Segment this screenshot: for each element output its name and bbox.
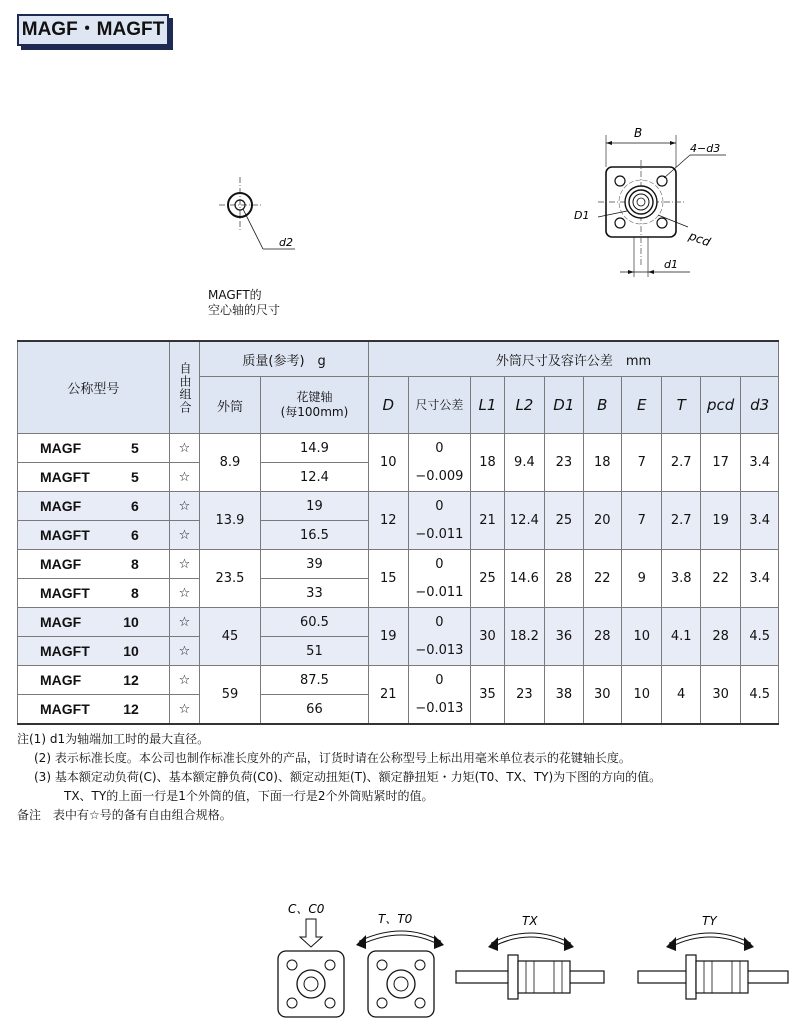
dim-pcd: 19 — [700, 492, 740, 550]
dim-L1: 18 — [471, 434, 504, 492]
dim-L2: 12.4 — [504, 492, 544, 550]
dim-D: 12 — [369, 492, 408, 550]
mass-shaft: 12.4 — [260, 463, 368, 492]
flange-diagram — [570, 115, 730, 290]
model-series: MAGFT — [40, 527, 90, 543]
dim-E: 7 — [622, 492, 662, 550]
dim-L1: 35 — [471, 666, 504, 725]
header-E: E — [622, 377, 662, 434]
mass-shaft: 14.9 — [260, 434, 368, 463]
dim-D: 15 — [369, 550, 408, 608]
model-series: MAGFT — [40, 701, 90, 717]
dim-T: 4 — [662, 666, 700, 725]
table-row — [18, 666, 779, 695]
model-size: 8 — [130, 585, 139, 601]
model-series: MAGFT — [40, 643, 90, 659]
dim-L1: 30 — [471, 608, 504, 666]
dim-T: 2.7 — [662, 492, 700, 550]
dim-D: 19 — [369, 608, 408, 666]
dim-L2: 14.6 — [504, 550, 544, 608]
note-3-text: 基本额定动负荷(C)、基本额定静负荷(C0)、额定动扭矩(T)、额定静扭矩・力矩(T0、TX、TY)为下图的方向的值。 — [54, 770, 662, 784]
mass-shaft: 19 — [260, 492, 368, 521]
model-name — [18, 637, 170, 666]
dim-pcd: 17 — [700, 434, 740, 492]
note-3b: TX、TY的上面一行是1个外筒的值，下面一行是2个外筒贴紧时的值。 — [64, 789, 434, 803]
table-row — [18, 434, 779, 463]
dim-D: 10 — [369, 434, 408, 492]
mass-outer: 13.9 — [200, 492, 261, 550]
pcd-label: pcd — [686, 228, 713, 250]
dim-d3: 4.5 — [741, 666, 779, 725]
dim-d3: 3.4 — [741, 492, 779, 550]
free-combo-star: ☆ — [169, 695, 199, 725]
dim-E: 9 — [622, 550, 662, 608]
dim-E: 10 — [622, 608, 662, 666]
note-1-text: d1为轴端加工时的最大直径。 — [49, 732, 210, 746]
tolerance-upper: 0 — [435, 556, 444, 572]
header-outer-dimensions: 外筒尺寸及容许公差 mm — [369, 341, 779, 377]
dim-L1: 25 — [471, 550, 504, 608]
header-L1: L1 — [471, 377, 504, 434]
c-label: C、C0 — [288, 902, 325, 916]
header-D1: D1 — [545, 377, 583, 434]
dim-pcd: 30 — [700, 666, 740, 725]
free-combo-star: ☆ — [169, 550, 199, 579]
mass-outer: 8.9 — [200, 434, 261, 492]
model-series: MAGF — [40, 672, 82, 688]
dim-D1: 25 — [545, 492, 583, 550]
tolerance-upper: 0 — [435, 614, 444, 630]
note-3-prefix: (3) — [34, 770, 51, 784]
free-combo-star: ☆ — [169, 434, 199, 463]
note-2 — [17, 749, 661, 768]
caption-line-2: 空心轴的尺寸 — [208, 303, 281, 317]
note-2-prefix: (2) — [34, 751, 51, 765]
dim-T: 3.8 — [662, 550, 700, 608]
header-d3: d3 — [741, 377, 779, 434]
header-mass-shaft-line1: 花键轴 — [296, 390, 333, 404]
dim-D1: 38 — [545, 666, 583, 725]
header-mass-shaft — [260, 377, 368, 434]
model-size: 5 — [130, 440, 139, 456]
model-name — [18, 695, 170, 725]
free-combo-star: ☆ — [169, 463, 199, 492]
mass-outer: 45 — [200, 608, 261, 666]
model-size: 5 — [130, 469, 139, 485]
mass-shaft: 66 — [260, 695, 368, 725]
model-size: 6 — [130, 527, 139, 543]
dim-D1: 23 — [545, 434, 583, 492]
dim-B: 28 — [583, 608, 621, 666]
model-series: MAGF — [40, 556, 82, 572]
ty-label: TY — [702, 914, 717, 928]
model-name — [18, 463, 170, 492]
model-series: MAGF — [40, 498, 82, 514]
mass-shaft: 60.5 — [260, 608, 368, 637]
dim-tolerance — [408, 434, 471, 492]
load-direction-diagrams — [260, 895, 800, 1025]
dim-B: 30 — [583, 666, 621, 725]
model-name — [18, 579, 170, 608]
d2-label: d2 — [279, 236, 293, 249]
dim-D1: 28 — [545, 550, 583, 608]
model-series: MAGFT — [40, 585, 90, 601]
dim-tolerance — [408, 666, 471, 725]
tolerance-lower: −0.009 — [415, 468, 464, 484]
mass-shaft: 87.5 — [260, 666, 368, 695]
dim-d3: 4.5 — [741, 608, 779, 666]
model-size: 12 — [123, 701, 139, 717]
tx-label: TX — [522, 914, 538, 928]
note-1-prefix: 注(1) — [17, 732, 46, 746]
model-size: 12 — [123, 672, 139, 688]
table-row — [18, 550, 779, 579]
dim-T: 4.1 — [662, 608, 700, 666]
hollow-shaft-diagram — [205, 175, 315, 265]
spec-table — [17, 340, 779, 725]
dim-d3: 3.4 — [741, 434, 779, 492]
note-3 — [17, 768, 661, 787]
mass-shaft: 51 — [260, 637, 368, 666]
header-B: B — [583, 377, 621, 434]
free-combo-star: ☆ — [169, 492, 199, 521]
free-combo-star: ☆ — [169, 521, 199, 550]
notes-section — [17, 730, 661, 825]
tolerance-upper: 0 — [435, 440, 444, 456]
header-tolerance: 尺寸公差 — [408, 377, 471, 434]
caption-line-1: MAGFT的 — [208, 288, 262, 302]
dim-B: 20 — [583, 492, 621, 550]
b-label: B — [634, 126, 643, 140]
model-series: MAGF — [40, 440, 82, 456]
dim-D: 21 — [369, 666, 408, 725]
remark-prefix: 备注 — [17, 808, 42, 822]
header-model: 公称型号 — [18, 341, 170, 434]
model-name — [18, 608, 170, 637]
model-size: 10 — [123, 643, 139, 659]
dim-L2: 23 — [504, 666, 544, 725]
dim-L1: 21 — [471, 492, 504, 550]
dim-pcd: 22 — [700, 550, 740, 608]
dim-B: 18 — [583, 434, 621, 492]
holes-label: 4−d3 — [690, 142, 721, 155]
dim-E: 7 — [622, 434, 662, 492]
tolerance-upper: 0 — [435, 672, 444, 688]
page-title: MAGF・MAGFT — [17, 14, 169, 46]
dim-tolerance — [408, 492, 471, 550]
header-mass: 质量(参考) g — [200, 341, 369, 377]
header-free-combo: 自由组合 — [169, 341, 199, 434]
hollow-shaft-caption — [208, 288, 280, 318]
model-size: 8 — [130, 556, 139, 572]
note-2-text: 表示标准长度。本公司也制作标准长度外的产品，订货时请在公称型号上标出用毫米单位表示的花键轴长度。 — [54, 751, 631, 765]
model-name — [18, 666, 170, 695]
dim-pcd: 28 — [700, 608, 740, 666]
dim-L2: 18.2 — [504, 608, 544, 666]
header-T: T — [662, 377, 700, 434]
d1-upper-label: D1 — [574, 209, 590, 222]
model-series: MAGF — [40, 614, 82, 630]
header-L2: L2 — [504, 377, 544, 434]
dim-T: 2.7 — [662, 434, 700, 492]
dim-D1: 36 — [545, 608, 583, 666]
t-label: T、T0 — [378, 912, 413, 926]
model-name — [18, 521, 170, 550]
model-name — [18, 434, 170, 463]
tolerance-upper: 0 — [435, 498, 444, 514]
dim-E: 10 — [622, 666, 662, 725]
dim-d3: 3.4 — [741, 550, 779, 608]
free-combo-star: ☆ — [169, 637, 199, 666]
remark-text: 表中有☆号的备有自由组合规格。 — [53, 808, 232, 822]
model-name — [18, 492, 170, 521]
table-row — [18, 492, 779, 521]
free-combo-star: ☆ — [169, 608, 199, 637]
d1-lower-label: d1 — [664, 258, 678, 271]
tolerance-lower: −0.011 — [415, 584, 464, 600]
dim-tolerance — [408, 550, 471, 608]
mass-shaft: 33 — [260, 579, 368, 608]
header-pcd: pcd — [700, 377, 740, 434]
header-mass-shaft-line2: (每100mm) — [280, 405, 349, 419]
model-size: 10 — [123, 614, 139, 630]
model-size: 6 — [130, 498, 139, 514]
mass-outer: 59 — [200, 666, 261, 725]
note-1 — [17, 730, 661, 749]
mass-shaft: 39 — [260, 550, 368, 579]
header-mass-outer: 外筒 — [200, 377, 261, 434]
mass-shaft: 16.5 — [260, 521, 368, 550]
dim-B: 22 — [583, 550, 621, 608]
model-series: MAGFT — [40, 469, 90, 485]
dim-tolerance — [408, 608, 471, 666]
header-D: D — [369, 377, 408, 434]
table-row — [18, 608, 779, 637]
tolerance-lower: −0.013 — [415, 700, 464, 716]
free-combo-star: ☆ — [169, 579, 199, 608]
free-combo-star: ☆ — [169, 666, 199, 695]
tolerance-lower: −0.013 — [415, 642, 464, 658]
dim-L2: 9.4 — [504, 434, 544, 492]
mass-outer: 23.5 — [200, 550, 261, 608]
tolerance-lower: −0.011 — [415, 526, 464, 542]
model-name — [18, 550, 170, 579]
remark — [17, 806, 661, 825]
